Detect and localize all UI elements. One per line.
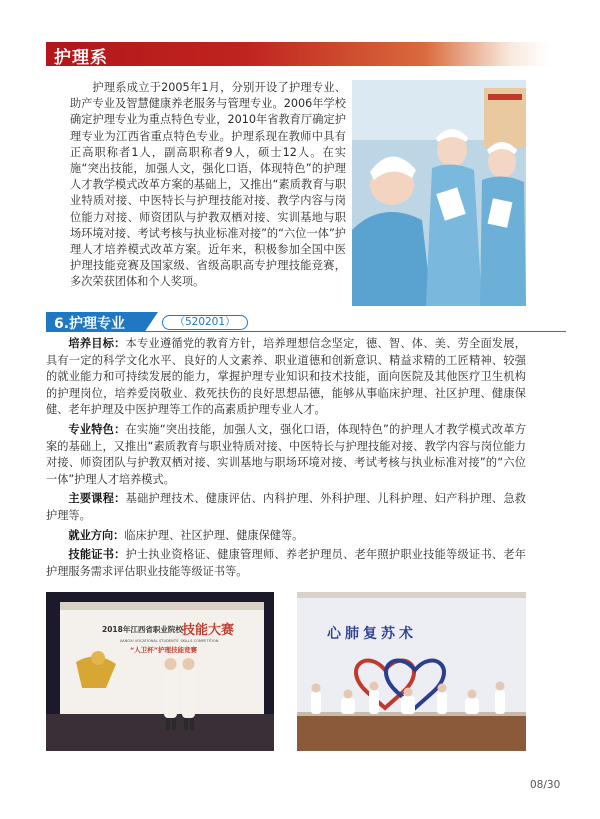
section-label: 主要课程： — [68, 492, 126, 506]
section-label: 专业特色： — [68, 422, 126, 436]
contest-banner-line1: 2018年江西省职业院校 — [102, 625, 183, 634]
section-label: 技能证书： — [68, 548, 126, 562]
nurses-photo — [352, 80, 526, 306]
section-text: 在实施“突出技能，加强人文，强化口语，体现特色”的护理人才教学模式改革方案的基础上，又推出“素质教育与职业特质对接、中医特长与护理技能对接、教学内容与岗位能力对接、师资团队与护教双栖对接、实训基地与职场环境对接、考试考核与执业标准对接”的“六位一体”护理人才培养模式。 — [46, 422, 526, 486]
section-certificates — [46, 547, 526, 580]
section-text: 基础护理技术、健康评估、内科护理、外科护理、儿科护理、妇产科护理、急救护理等。 — [46, 492, 526, 522]
section-employment — [46, 528, 526, 545]
department-title: 护理系 — [54, 48, 108, 68]
major-details — [46, 336, 526, 580]
section-text: 本专业遵循党的教育方针，培养理想信念坚定，德、智、体、美、劳全面发展，具有一定的科学文化水平、良好的人文素养、职业道德和创新意识、精益求精的工匠精神、较强的就业能力和可持续发展的能力，掌握护理专业知识和技术技能，面向医院及其他医疗卫生机构的护理岗位，培养爱岗敬业、救死扶伤的良好思想品德，能够从事临床护理、社区护理、健康保健、老年护理及中医护理等工作的高素质护理专业人才。 — [46, 337, 526, 417]
section-training-goal — [46, 336, 526, 419]
cpr-illustration — [297, 592, 526, 751]
section-text: 临床护理、社区护理、健康保健等。 — [124, 528, 304, 542]
section-features — [46, 422, 526, 488]
contest-banner-en: JIANGXI VOCATIONAL STUDENTS' SKILLS COMPETITION — [120, 639, 219, 643]
nurses-illustration — [352, 80, 526, 306]
cpr-photo — [297, 592, 526, 751]
contest-banner-line2: “人卫杯”护理技能竞赛 — [130, 646, 198, 654]
major-title: 6.护理专业 — [54, 316, 126, 332]
cpr-banner-text: 心肺复苏术 — [327, 626, 417, 642]
contest-illustration — [46, 592, 274, 751]
department-intro: 护理系成立于2005年1月，分别开设了护理专业、助产专业及智慧健康养老服务与管理专业。2006年学校确定护理专业为重点特色专业，2010年省教育厅确定护理专业为江西省重点特色专业。护理系现在教师中具有正高职称者1人，副高职称者9人，硕士12人。在实施“突出技能，加强人文，强化口语，体现特色”的护理人才教学模式改革方案的基础上，又推出“素质教育与职业特质对接、中医特长与护理技能对接、教学内容与岗位能力对接、师资团队与护教双栖对接、实训基地与职场环境对接、考试考核与执业标准对接”的“六位一体”护理人才培养模式改革方案。近年来，积极参加全国中医护理技能竞赛及国家级、省级高职高专护理技能竞赛，多次荣获团体和个人奖项。 — [70, 81, 346, 289]
contest-banner-big: 技能大赛 — [182, 623, 235, 638]
section-label: 培养目标： — [68, 337, 126, 350]
page-number: 08/30 — [530, 779, 561, 791]
department-banner — [46, 42, 550, 66]
section-courses — [46, 491, 526, 524]
major-code: （520201） — [162, 315, 248, 330]
contest-photo — [46, 592, 274, 751]
major-header — [46, 312, 236, 332]
section-text: 护士执业资格证、健康管理师、养老护理员、老年照护职业技能等级证书、老年护理服务需求评估职业技能等级证书等。 — [46, 548, 526, 578]
section-label: 就业方向： — [68, 528, 125, 542]
